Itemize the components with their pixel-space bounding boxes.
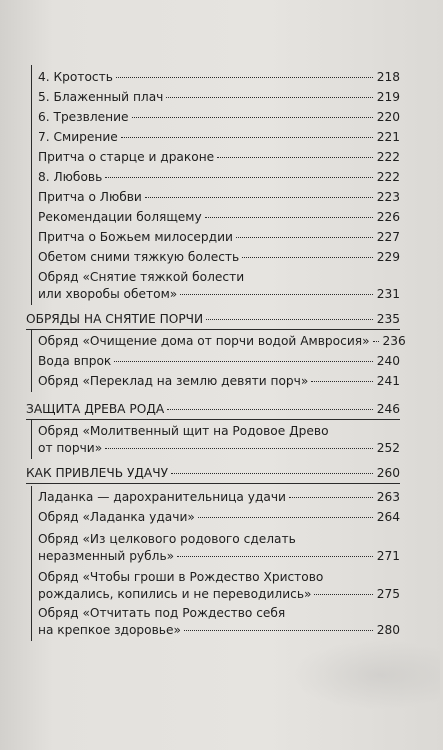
- dot-leader: [205, 217, 373, 218]
- toc-entry-title: 8. Любовь: [38, 170, 103, 184]
- toc-line: [38, 229, 400, 246]
- dot-leader: [132, 117, 373, 118]
- toc-entry-title: Обряд «Молитвенный щит на Родовое Древо: [38, 424, 329, 438]
- toc-entry-title: 6. Трезвление: [38, 110, 129, 124]
- page-number: 229: [376, 250, 400, 264]
- dot-leader: [114, 361, 372, 362]
- page-number: 221: [376, 130, 400, 144]
- toc-line: [38, 622, 400, 639]
- toc-entry: [38, 605, 400, 639]
- toc-entry-title: Притча о старце и драконе: [38, 150, 215, 164]
- page-number: 220: [376, 110, 400, 124]
- toc-entry-title: 5. Блаженный плач: [38, 90, 164, 104]
- toc-entry: [38, 249, 400, 266]
- section-rule: [26, 483, 400, 484]
- toc-entry: [38, 333, 406, 350]
- dot-leader: [217, 157, 373, 158]
- page-number: 222: [376, 170, 400, 184]
- dot-leader: [314, 594, 372, 595]
- page-number: 246: [376, 402, 400, 416]
- toc-entry: [38, 373, 400, 390]
- page-number: 240: [376, 354, 400, 368]
- dot-leader: [116, 77, 373, 78]
- toc-line: [38, 548, 400, 565]
- dot-leader: [177, 556, 373, 557]
- dot-leader: [105, 448, 373, 449]
- group-bracket-line: [31, 420, 32, 459]
- toc-entry: [38, 109, 400, 126]
- page-number: 226: [376, 210, 400, 224]
- toc-entry-title: Обряд «Отчитать под Рождество себя: [38, 606, 286, 620]
- toc-entry-title: ОБРЯДЫ НА СНЯТИЕ ПОРЧИ: [26, 312, 204, 326]
- toc-line: [38, 586, 400, 603]
- toc-entry: [38, 509, 400, 526]
- toc-entry-title: Обряд «Переклад на землю девяти порч»: [38, 374, 309, 388]
- toc-entry-title: Притча о Любви: [38, 190, 142, 204]
- dot-leader: [171, 473, 373, 474]
- dot-leader: [373, 341, 379, 342]
- page-number: 236: [382, 334, 406, 348]
- page-number: 275: [376, 587, 400, 601]
- page-number: 231: [376, 287, 400, 301]
- toc-line: [38, 489, 400, 506]
- toc-line: [38, 189, 400, 206]
- toc-entry: [38, 149, 400, 166]
- dot-leader: [311, 381, 372, 382]
- toc-entry: [38, 569, 400, 603]
- toc-entry-title: на крепкое здоровье»: [38, 623, 181, 637]
- toc-line: [38, 209, 400, 226]
- page-number: 241: [376, 374, 400, 388]
- page-number: 222: [376, 150, 400, 164]
- toc-line: [38, 149, 400, 166]
- toc-entry-title: неразменный рубль»: [38, 549, 175, 563]
- toc-entry-title: 4. Кротость: [38, 70, 113, 84]
- dot-leader: [184, 630, 373, 631]
- toc-section: [26, 311, 400, 328]
- dot-leader: [145, 197, 373, 198]
- page-number: 263: [376, 490, 400, 504]
- toc-entry-title: Обетом сними тяжкую болесть: [38, 250, 240, 264]
- toc-entry-title: Обряд «Снятие тяжкой болести: [38, 270, 245, 284]
- toc-line: [38, 333, 406, 350]
- page-number: 271: [376, 549, 400, 563]
- toc-entry-title: или хворобы обетом»: [38, 287, 178, 301]
- page-number: 218: [376, 70, 400, 84]
- toc-line: [38, 169, 400, 186]
- group-bracket-line: [31, 65, 32, 305]
- toc-line: [38, 353, 400, 370]
- dot-leader: [206, 319, 373, 320]
- page-number: 223: [376, 190, 400, 204]
- toc-line: [26, 401, 400, 418]
- page-number: 227: [376, 230, 400, 244]
- toc-entry-title: Ладанка — дарохранительница удачи: [38, 490, 286, 504]
- page-number: 264: [376, 510, 400, 524]
- toc-entry-title: Притча о Божьем милосердии: [38, 230, 233, 244]
- toc-entry-title: Рекомендации болящему: [38, 210, 202, 224]
- toc-entry: [38, 209, 400, 226]
- section-rule: [26, 419, 400, 420]
- toc-entry: [38, 189, 400, 206]
- toc-entry-title: Обряд «Из целкового родового сделать: [38, 532, 296, 546]
- toc-entry: [38, 489, 400, 506]
- toc-entry-title: Обряд «Чтобы гроши в Рождество Христово: [38, 570, 324, 584]
- toc-entry: [38, 129, 400, 146]
- page-number: 260: [376, 466, 400, 480]
- toc-line: [38, 249, 400, 266]
- toc-entry: [38, 269, 400, 303]
- toc-entry-title: Обряд «Ладанка удачи»: [38, 510, 195, 524]
- dot-leader: [289, 497, 373, 498]
- toc-entry-title: Вода впрок: [38, 354, 112, 368]
- toc-line: [38, 89, 400, 106]
- dot-leader: [105, 177, 372, 178]
- dot-leader: [180, 294, 372, 295]
- toc-entry: [38, 423, 400, 457]
- toc-line: [26, 311, 400, 328]
- toc-entry: [38, 229, 400, 246]
- toc-line: [38, 129, 400, 146]
- dot-leader: [242, 257, 373, 258]
- toc-entry: [38, 531, 400, 565]
- page-number: 235: [376, 312, 400, 326]
- toc-entry: [38, 169, 400, 186]
- toc-line: [26, 465, 400, 482]
- toc-entry: [38, 89, 400, 106]
- toc-line: [38, 440, 400, 457]
- toc-section: [26, 401, 400, 418]
- toc-entry-title: ЗАЩИТА ДРЕВА РОДА: [26, 402, 165, 416]
- dot-leader: [121, 137, 373, 138]
- toc-line: [38, 286, 400, 303]
- toc-line: [38, 69, 400, 86]
- toc-entry-title: 7. Смирение: [38, 130, 118, 144]
- toc-line: [38, 509, 400, 526]
- group-bracket-line: [31, 330, 32, 392]
- page-number: 252: [376, 441, 400, 455]
- dot-leader: [236, 237, 373, 238]
- section-rule: [26, 329, 400, 330]
- dot-leader: [166, 97, 372, 98]
- dot-leader: [198, 517, 373, 518]
- toc-section: [26, 465, 400, 482]
- toc-entry: [38, 353, 400, 370]
- toc-entry-title: рождались, копились и не переводились»: [38, 587, 312, 601]
- group-bracket-line: [31, 486, 32, 641]
- page-number: 280: [376, 623, 400, 637]
- toc-line: [38, 109, 400, 126]
- dot-leader: [167, 409, 373, 410]
- toc-entry-title: Обряд «Очищение дома от порчи водой Амвросия»: [38, 334, 370, 348]
- toc-entry-title: КАК ПРИВЛЕЧЬ УДАЧУ: [26, 466, 169, 480]
- toc-line: [38, 373, 400, 390]
- page-number: 219: [376, 90, 400, 104]
- toc-entry-title: от порчи»: [38, 441, 103, 455]
- toc-entry: [38, 69, 400, 86]
